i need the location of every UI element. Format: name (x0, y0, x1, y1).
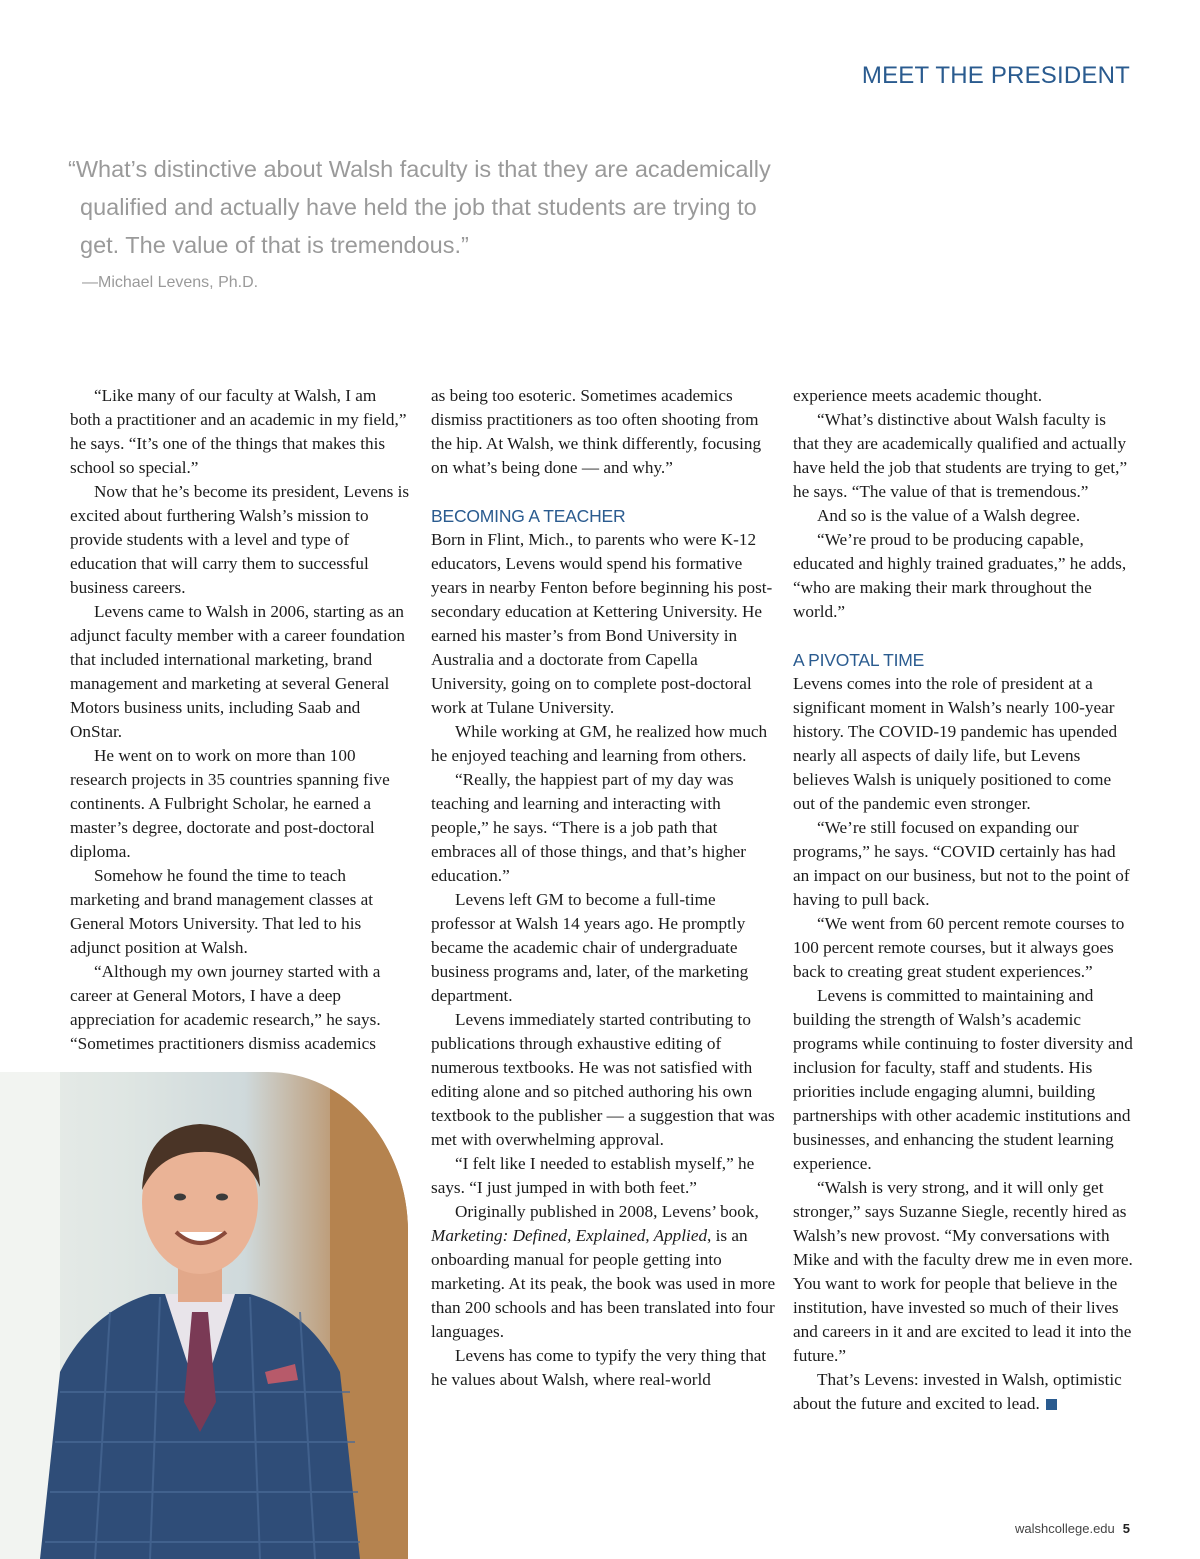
paragraph: Born in Flint, Mich., to parents who were K-12 educators, Levens would spend his formative years in nearby Fenton before beginning his post-secondary education at Kettering University. He earned his master’s from Bond University in Australia and a doctorate from Capella University, going on to complete post-doctoral work at Tulane University. (431, 530, 773, 717)
pull-quote-line: “What’s distinctive about Walsh faculty is that they are academically (68, 156, 771, 182)
footer-url: walshcollege.edu (1015, 1521, 1115, 1536)
paragraph: Levens is committed to maintaining and building the strength of Walsh’s academic programs while continuing to foster diversity and inclusion for faculty, staff and students. His priorities include engaging alumni, building partnerships with other academic institutions and businesses, and enhancing the student learning experience. (793, 986, 1133, 1173)
paragraph: as being too esoteric. Sometimes academics dismiss practitioners as too often shooting from the hip. At Walsh, we think differently, focusing on what’s being done — and why.” (431, 386, 762, 477)
pull-quote-line: get. The value of that is tremendous.” (80, 232, 469, 258)
paragraph: “Like many of our faculty at Walsh, I am both a practitioner and an academic in my field,” he says. “It’s one of the things that makes this school so special.” (70, 386, 407, 477)
eye (216, 1194, 228, 1201)
pull-quote-attribution: —Michael Levens, Ph.D. (82, 274, 259, 291)
paragraph: “What’s distinctive about Walsh faculty is that they are academically qualified and actually have held the job that students are trying to get,” he says. “The value of that is tremendous.” (793, 410, 1128, 501)
paragraph: He went on to work on more than 100 research projects in 35 countries spanning five continents. A Fulbright Scholar, he earned a master’s degree, doctorate and post-doctoral diploma. (70, 746, 390, 861)
portrait-illustration (0, 1072, 408, 1559)
paragraph: Levens left GM to become a full-time professor at Walsh 14 years ago. He promptly became the academic chair of undergraduate business programs and, later, of the marketing department. (431, 890, 749, 1005)
paragraph: “Walsh is very strong, and it will only get stronger,” says Suzanne Siegle, recently hired as Walsh’s new provost. “My conversations with Mike and with the faculty drew me in even more. You want to work for people that believe in the institution, have invested so much of their lives and careers in it and are excited to lead it into the future.” (793, 1178, 1133, 1365)
paragraph: Somehow he found the time to teach marketing and brand management classes at General Motors University. That led to his adjunct position at Walsh. (70, 866, 374, 957)
paragraph: “I felt like I needed to establish myself,” he says. “I just jumped in with both feet.” (431, 1154, 755, 1197)
paragraph: “We went from 60 percent remote courses to 100 percent remote courses, but it always goes back to creating great student experiences.” (793, 914, 1125, 981)
paragraph (431, 1200, 776, 1344)
paragraph: Levens comes into the role of president at a significant moment in Walsh’s nearly 100-year history. The COVID-19 pandemic has upended nearly all aspects of daily life, but Levens believes Walsh is uniquely positioned to come out of the pandemic even stronger. (793, 674, 1118, 813)
section-heading: BECOMING A TEACHER (431, 506, 626, 526)
paragraph: Levens has come to typify the very thing that he values about Walsh, where real-world (431, 1346, 767, 1389)
paragraph: While working at GM, he realized how much he enjoyed teaching and learning from others. (431, 722, 768, 765)
text-span: That’s Levens: invested in Walsh, optimistic about the future and excited to lead. (793, 1370, 1122, 1413)
page-number: 5 (1122, 1521, 1130, 1536)
pull-quote (68, 150, 868, 264)
page-footer (1015, 1521, 1130, 1536)
text-span: Originally published in 2008, Levens’ book, (455, 1202, 759, 1221)
end-mark-icon (1046, 1399, 1057, 1410)
section-heading: A PIVOTAL TIME (793, 650, 925, 670)
paragraph: “We’re proud to be producing capable, educated and highly trained graduates,” he adds, “who are making their mark throughout the world.” (793, 530, 1127, 621)
paragraph: “Although my own journey started with a career at General Motors, I have a deep appreciation for academic research,” he says. “Sometimes practitioners dismiss academics (70, 962, 381, 1053)
book-title: Marketing: Defined, Explained, Applied (431, 1226, 708, 1245)
article-column-1 (70, 384, 410, 1056)
text-span: , is an onboarding manual for people getting into marketing. At its peak, the book was used in more than 200 schools and has been translated into four languages. (431, 1226, 776, 1341)
article-column-3 (793, 384, 1133, 1416)
pull-quote-line: qualified and actually have held the job that students are trying to (80, 194, 757, 220)
paragraph: “We’re still focused on expanding our programs,” he says. “COVID certainly has had an impact on our business, but not to the point of having to pull back. (793, 818, 1130, 909)
paragraph: experience meets academic thought. (793, 386, 1043, 405)
section-label: MEET THE PRESIDENT (861, 62, 1130, 89)
paragraph: Levens came to Walsh in 2006, starting as an adjunct faculty member with a career foundation that included international marketing, brand management and marketing at several General Motors business units, including Saab and OnStar. (70, 602, 406, 741)
paragraph: “Really, the happiest part of my day was teaching and learning and interacting with people,” he says. “There is a job path that embraces all of those things, and that’s higher education.” (431, 770, 747, 885)
portrait-photo (0, 1072, 408, 1559)
paragraph: Now that he’s become its president, Levens is excited about furthering Walsh’s mission to provide students with a level and type of education that will carry them to successful business careers. (70, 482, 410, 597)
eye (174, 1194, 186, 1201)
paragraph: Levens immediately started contributing to publications through exhaustive editing of numerous textbooks. He was not satisfied with editing alone and so pitched authoring his own textbook to the publisher — a suggestion that was met with overwhelming approval. (431, 1010, 775, 1149)
paragraph: And so is the value of a Walsh degree. (817, 506, 1081, 525)
article-column-2 (431, 384, 776, 1392)
paragraph (793, 1368, 1133, 1416)
